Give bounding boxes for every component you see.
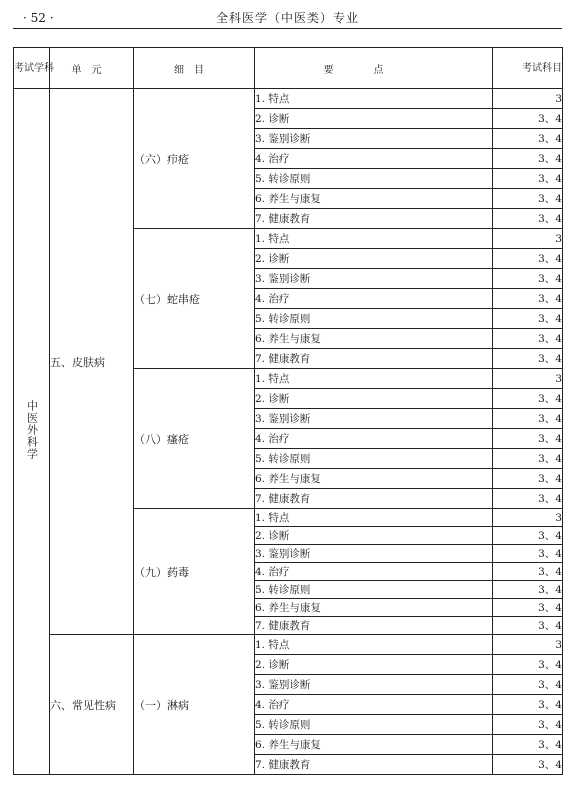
level-cell: 3、4 (493, 655, 563, 675)
point-cell: 1. 特点 (255, 369, 493, 389)
level-cell: 3、4 (493, 449, 563, 469)
unit-cell: 六、常见性病 (50, 635, 134, 775)
level-cell: 3、4 (493, 469, 563, 489)
point-cell: 6. 养生与康复 (255, 329, 493, 349)
point-cell: 1. 特点 (255, 229, 493, 249)
detail-cell: （七）蛇串疮 (134, 229, 255, 369)
point-cell: 3. 鉴别诊断 (255, 545, 493, 563)
point-cell: 3. 鉴别诊断 (255, 675, 493, 695)
point-cell: 5. 转诊原则 (255, 449, 493, 469)
level-cell: 3、4 (493, 129, 563, 149)
point-cell: 5. 转诊原则 (255, 309, 493, 329)
level-cell: 3、4 (493, 149, 563, 169)
level-cell: 3 (493, 369, 563, 389)
level-cell: 3 (493, 229, 563, 249)
point-cell: 7. 健康教育 (255, 755, 493, 775)
point-cell: 1. 特点 (255, 89, 493, 109)
level-cell: 3、4 (493, 527, 563, 545)
point-cell: 7. 健康教育 (255, 617, 493, 635)
point-cell: 2. 诊断 (255, 389, 493, 409)
detail-cell: （九）药毒 (134, 509, 255, 635)
level-cell: 3、4 (493, 169, 563, 189)
detail-cell: （一）淋病 (134, 635, 255, 775)
level-cell: 3、4 (493, 545, 563, 563)
point-cell: 3. 鉴别诊断 (255, 269, 493, 289)
point-cell: 4. 治疗 (255, 289, 493, 309)
level-cell: 3、4 (493, 755, 563, 775)
level-cell: 3、4 (493, 675, 563, 695)
table-body (14, 89, 563, 775)
point-cell: 2. 诊断 (255, 109, 493, 129)
page-header (13, 8, 562, 28)
detail-cell: （八）瘙疮 (134, 369, 255, 509)
header-subject: 考试学科 (14, 48, 50, 89)
point-cell: 5. 转诊原则 (255, 169, 493, 189)
detail-cell: （六）疖疮 (134, 89, 255, 229)
point-cell: 1. 特点 (255, 635, 493, 655)
level-cell: 3、4 (493, 617, 563, 635)
point-cell: 4. 治疗 (255, 695, 493, 715)
level-cell: 3、4 (493, 329, 563, 349)
level-cell: 3、4 (493, 109, 563, 129)
level-cell: 3、4 (493, 599, 563, 617)
point-cell: 7. 健康教育 (255, 209, 493, 229)
point-cell: 7. 健康教育 (255, 489, 493, 509)
level-cell: 3、4 (493, 209, 563, 229)
level-cell: 3 (493, 635, 563, 655)
table-row (14, 635, 563, 655)
point-cell: 4. 治疗 (255, 429, 493, 449)
header-unit: 单元 (50, 48, 134, 89)
point-cell: 4. 治疗 (255, 149, 493, 169)
level-cell: 3、4 (493, 735, 563, 755)
point-cell: 6. 养生与康复 (255, 599, 493, 617)
table-header-row (14, 48, 563, 89)
point-cell: 5. 转诊原则 (255, 715, 493, 735)
level-cell: 3、4 (493, 189, 563, 209)
level-cell: 3、4 (493, 429, 563, 449)
point-cell: 6. 养生与康复 (255, 189, 493, 209)
table-row (14, 89, 563, 109)
header-detail: 细目 (134, 48, 255, 89)
level-cell: 3、4 (493, 249, 563, 269)
level-cell: 3、4 (493, 695, 563, 715)
syllabus-table (13, 47, 563, 775)
level-cell: 3、4 (493, 563, 563, 581)
level-cell: 3、4 (493, 715, 563, 735)
point-cell: 5. 转诊原则 (255, 581, 493, 599)
level-cell: 3、4 (493, 269, 563, 289)
level-cell: 3 (493, 509, 563, 527)
level-cell: 3 (493, 89, 563, 109)
point-cell: 1. 特点 (255, 509, 493, 527)
header-level: 考试科目 (493, 48, 563, 89)
point-cell: 2. 诊断 (255, 249, 493, 269)
point-cell: 7. 健康教育 (255, 349, 493, 369)
point-cell: 3. 鉴别诊断 (255, 129, 493, 149)
point-cell: 6. 养生与康复 (255, 735, 493, 755)
running-title: 全科医学（中医类）专业 (215, 11, 359, 25)
level-cell: 3、4 (493, 581, 563, 599)
level-cell: 3、4 (493, 409, 563, 429)
header-rule (13, 28, 562, 29)
point-cell: 3. 鉴别诊断 (255, 409, 493, 429)
point-cell: 6. 养生与康复 (255, 469, 493, 489)
level-cell: 3、4 (493, 489, 563, 509)
level-cell: 3、4 (493, 389, 563, 409)
subject-cell: 中医外科学 (14, 89, 50, 775)
page-number: · 52 · (23, 11, 54, 25)
level-cell: 3、4 (493, 289, 563, 309)
unit-cell: 五、皮肤病 (50, 89, 134, 635)
point-cell: 2. 诊断 (255, 527, 493, 545)
point-cell: 4. 治疗 (255, 563, 493, 581)
level-cell: 3、4 (493, 309, 563, 329)
header-points: 要点 (255, 48, 493, 89)
level-cell: 3、4 (493, 349, 563, 369)
point-cell: 2. 诊断 (255, 655, 493, 675)
